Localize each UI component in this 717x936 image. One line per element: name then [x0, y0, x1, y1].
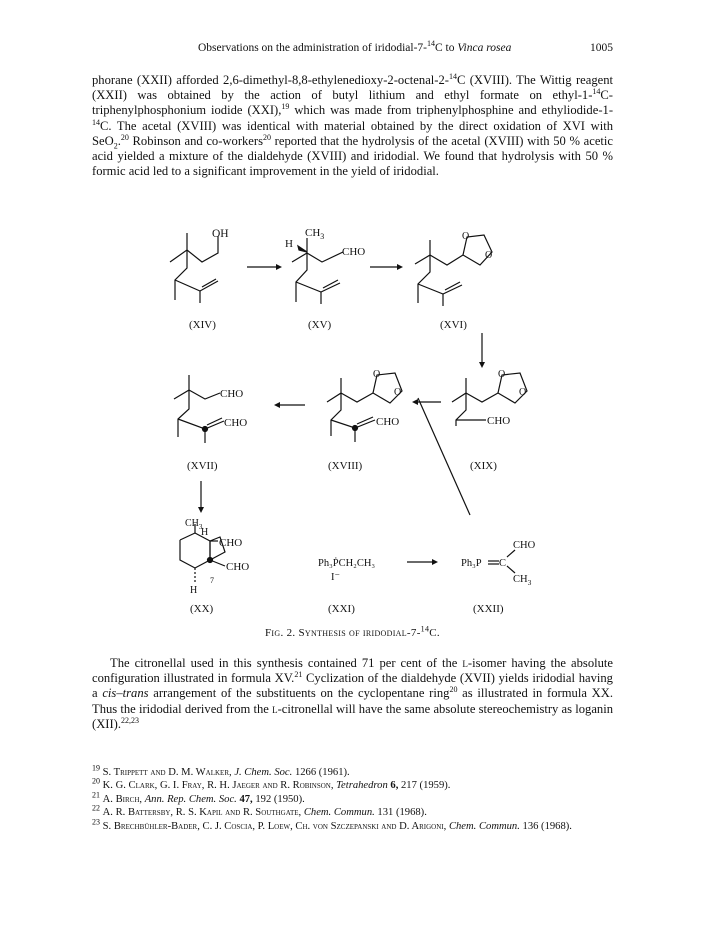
ref-authors: S. Trippett and D. M. Walker,: [102, 767, 232, 778]
ref-journal: Chem. Commun.: [303, 807, 375, 819]
structure-xviii: [327, 369, 402, 442]
ref-authors: K. G. Clark, G. I. Fray, R. H. Jaeger and R. Robinson,: [102, 780, 334, 792]
cho-label: CHO: [220, 388, 244, 400]
figure-caption: [92, 624, 613, 639]
p1-dot: .: [117, 133, 121, 148]
running-title-element: C to: [435, 42, 458, 54]
p2-l-prefix-2: l: [272, 701, 278, 716]
o-label: O: [498, 369, 506, 380]
p2-text-e: as illustrated in formula XX. Thus the iridodial derived from the: [92, 686, 613, 716]
ref-journal: Chem. Commun.: [448, 820, 520, 832]
h-label-xx: H: [201, 527, 209, 538]
p1-text-a: phorane (XXII) afforded 2,6-dimethyl-8,8-ethylenedioxy-2-octenal-2-: [92, 73, 449, 87]
p2-ref-20: 20: [449, 685, 458, 695]
svg-text:CH3: [305, 227, 324, 241]
cho-label: CHO: [376, 416, 400, 428]
structure-xvii: [174, 375, 247, 443]
p2-text-c: Cyclization of the dialdehyde (XVII) yields iridodial having a: [92, 671, 613, 701]
label-xvi: (XVI): [440, 319, 467, 331]
p1-ref-20b: 20: [263, 132, 271, 142]
ref-number: 22: [92, 803, 100, 813]
xxii-ph3p: Ph₃P: [461, 558, 482, 569]
reference-23: [92, 817, 622, 833]
ref-authors: A. Birch,: [102, 793, 143, 805]
p1-text-b: C (XVIII). The Wittig reagent (XXII) was obtained by the action of butyl lithium and ethyl formate on ethyl-1-: [92, 73, 613, 103]
p2-ref-22-23: 22,23: [121, 715, 140, 725]
p2-l-prefix: l: [462, 656, 468, 670]
references: [92, 763, 622, 833]
p1-iso-b: 14: [592, 87, 601, 97]
cho-label: CHO: [342, 246, 366, 258]
running-header: [92, 39, 613, 58]
figure-caption-end: C.: [429, 627, 440, 639]
reference-21: [92, 790, 622, 806]
ref-pages: 131 (1968).: [377, 807, 427, 819]
ref-journal: J. Chem. Soc.: [234, 767, 293, 778]
p1-ref-20a: 20: [120, 132, 129, 142]
figure-number: Fig. 2.: [265, 627, 296, 639]
p2-ref-21: 21: [294, 670, 303, 680]
cho-label: CHO: [487, 415, 511, 427]
p1-text-f: Robinson and co-workers: [128, 133, 263, 148]
ref-pages: 136 (1968).: [522, 820, 572, 832]
running-title-isotope: 14: [427, 39, 435, 49]
paragraph-2: [92, 656, 613, 732]
ch3-sub: 3: [320, 232, 325, 241]
ref-authors: A. R. Battersby, R. S. Kapil and R. Southgate,: [102, 807, 302, 819]
ref-volume: 47,: [239, 793, 253, 805]
structure-xx: [180, 518, 249, 596]
h-label: H: [285, 238, 293, 250]
ch3-label-xx: CH: [185, 518, 199, 529]
xxi-formula: Ph₃ṖCH₂CH₃: [318, 558, 376, 569]
p1-text-g: reported that the hydrolysis of the acetal (XVIII) with 50 % acetic acid yielded a mixture of the dialdehyde (XVIII) and iridodial. We found that hydrolysis with 50 % formic acid led to a significant improvement in the yield of iridodial.: [92, 133, 613, 179]
page-number: 1005: [590, 42, 613, 54]
ref-pages: 192 (1950).: [252, 793, 305, 805]
p2-text-a: The citronellal used in this synthesis contained 71 per cent of the: [110, 656, 463, 670]
ch3-label: CH: [305, 227, 321, 239]
o-label: O: [519, 387, 527, 398]
ref-pages: 217 (1959).: [398, 780, 451, 792]
xxii-c: C: [499, 558, 507, 569]
label-xxi: (XXI): [328, 603, 355, 615]
cho-label: CHO: [513, 540, 536, 551]
p2-text-f: -citronellal will have the same absolute stereochemistry as loganin (XII).: [92, 701, 614, 731]
cho-label: CHO: [219, 537, 243, 549]
o-label: O: [373, 369, 381, 380]
ref-number: 23: [92, 817, 100, 827]
p2-text-b: -isomer having the absolute configuration illustrated in formula XV.: [92, 656, 613, 686]
o-label: O: [394, 387, 402, 398]
structure-xv: [285, 227, 365, 304]
svg-text:CH3: [513, 574, 532, 587]
label-xvii: (XVII): [187, 460, 218, 472]
structure-xxii: [461, 540, 536, 587]
figure-caption-text: Synthesis of iridodial-7-: [298, 627, 421, 639]
cho-label: CHO: [224, 417, 248, 429]
ref-volume: 6,: [390, 780, 399, 792]
cho-label: CHO: [226, 561, 250, 573]
structure-xiv: [170, 228, 229, 303]
p2-cis-trans: cis–trans: [102, 686, 149, 701]
xxi-iodide: I⁻: [331, 572, 341, 583]
structure-xvi: [415, 231, 492, 306]
p2-text-d: arrangement of the substituents on the cyclopentane ring: [148, 686, 450, 701]
ch3-label-xxii: CH: [513, 574, 528, 585]
reference-19: [92, 763, 622, 779]
label-xiv: (XIV): [189, 319, 216, 331]
p1-iso-a: 14: [448, 71, 457, 81]
ref-journal: Ann. Rep. Chem. Soc.: [144, 793, 237, 805]
ref-journal: Tetrahedron: [336, 780, 388, 792]
ref-number: 19: [92, 763, 100, 773]
label-xix: (XIX): [470, 460, 497, 472]
reference-22: [92, 803, 622, 819]
p1-iso-c: 14: [92, 117, 100, 127]
reference-20: [92, 776, 622, 792]
label-xx: (XX): [190, 603, 214, 615]
p1-text-e: C. The acetal (XVIII) was identical with material obtained by the direct oxidation of XVI with SeO: [92, 118, 613, 148]
figure-caption-isotope: 14: [420, 624, 430, 634]
oh-label: OH: [212, 228, 229, 240]
synthesis-scheme: [150, 215, 550, 625]
o-label: O: [485, 250, 493, 261]
ch3-sub-xxii: 3: [527, 578, 532, 587]
p1-text-d: which was made from triphenylphosphine and ethyliodide-1-: [289, 103, 614, 118]
structure-xix: [452, 369, 527, 427]
paragraph-1: [92, 73, 613, 179]
label-xxii: (XXII): [473, 603, 504, 615]
carbon-number-label: 7: [210, 576, 214, 585]
ref-number: 20: [92, 776, 100, 786]
p1-text-c: C-triphenylphosphonium iodide (XXI),: [92, 88, 613, 118]
ch3-sub-xx: 3: [198, 523, 203, 531]
o-label: O: [462, 231, 470, 242]
ref-pages: 1266 (1961).: [294, 767, 350, 778]
label-xviii: (XVIII): [328, 460, 363, 472]
ref-authors: S. Brechbühler-Bader, C. J. Coscia, P. Loew, Ch. von Szczepanski and D. Arigoni,: [102, 820, 447, 832]
running-title-species: Vinca rosea: [457, 42, 512, 54]
running-title-prefix: Observations on the administration of iridodial-7-: [198, 42, 427, 54]
label-xv: (XV): [308, 319, 332, 331]
running-title: [198, 39, 512, 54]
p1-sub-2: 2: [113, 141, 118, 151]
h-label-xx-bottom: H: [190, 585, 198, 596]
p1-ref-19: 19: [281, 102, 290, 112]
ref-number: 21: [92, 790, 100, 800]
